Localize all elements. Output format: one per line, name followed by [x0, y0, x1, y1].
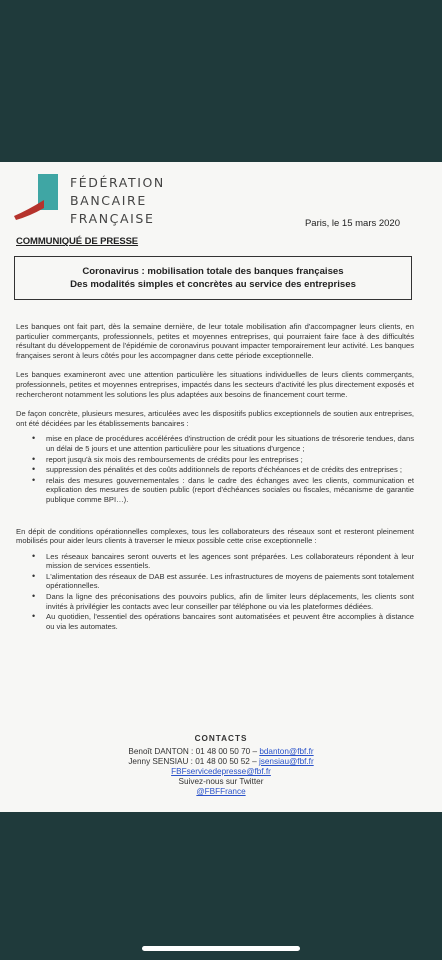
fbf-logo-icon — [14, 170, 62, 230]
list-item: • report jusqu'à six mois des remboursements de crédits pour les entreprises ; — [32, 455, 414, 465]
press-release-document — [0, 162, 442, 812]
list-item: • mise en place de procédures accélérées d'instruction de crédit pour les situations de trésorerie tendues, dans un délai de 5 jours et une attention particulière pour les situations d'urgence ; — [32, 434, 414, 453]
home-indicator[interactable] — [142, 946, 300, 951]
list-item: • L'alimentation des réseaux de DAB est assurée. Les infrastructures de moyens de paiements sont totalement opérationnelles. — [32, 572, 414, 591]
contacts-heading: CONTACTS — [194, 734, 248, 743]
email-link-sensiau[interactable]: jsensiau@fbf.fr — [258, 757, 314, 766]
list-item: • Dans la ligne des préconisations des pouvoirs publics, afin de limiter leurs déplacements, les clients sont invités à privilégier les contacts avec leur conseiller par téléphone ou via les plateformes dédiées. — [32, 592, 414, 611]
paragraph-examination: Les banques examineront avec une attention particulière les situations individuelles de leurs clients commerçants, professionnels, petites et moyennes entreprises, impactés dans les secteurs d'activité les plus directement exposés et rechercheront notamment les solutions les plus adaptées aux besoins de financement court terme. — [16, 370, 414, 399]
contact-danton — [0, 747, 442, 757]
paragraph-measures-intro: De façon concrète, plusieurs mesures, articulées avec les dispositifs publics exceptionnels de soutien aux entreprises, ont été décidées par les établissements bancaires : — [16, 409, 414, 428]
headline-box — [14, 256, 412, 300]
release-date: Paris, le 15 mars 2020 — [304, 218, 400, 229]
headline-line1: Coronavirus : mobilisation totale des banques françaises — [82, 266, 344, 277]
measures-list — [16, 434, 414, 504]
list-item: • relais des mesures gouvernementales : dans le cadre des échanges avec les clients, communication et explication des mesures de soutien public (report d'échéances sociales ou fiscales, mécanisme de garantie publique comme BPI…). — [32, 476, 414, 505]
list-item: • Les réseaux bancaires seront ouverts et les agences sont préparées. Les collaborateurs répondent à leur mission de services essentiels. — [32, 552, 414, 571]
email-link-danton[interactable]: bdanton@fbf.fr — [259, 747, 314, 756]
logo-text-line1: FÉDÉRATION — [70, 175, 165, 190]
logo-text-line2: BANCAIRE — [70, 193, 147, 208]
email-link-press[interactable]: FBFservicedepresse@fbf.fr — [171, 767, 271, 776]
twitter-handle-link[interactable]: @FBFFrance — [196, 787, 246, 796]
contacts-block — [0, 734, 442, 797]
press-release-label: COMMUNIQUÉ DE PRESSE — [16, 236, 139, 247]
contact-sensiau — [0, 757, 442, 767]
logo-text-line3: FRANÇAISE — [70, 211, 155, 226]
paragraph-intro: Les banques ont fait part, dès la semaine dernière, de leur totale mobilisation afin d'accompagner leurs clients, en particulier commerçants, professionnels, petites et moyennes entreprises, qui pourraient faire face à des difficultés résultant du développement de l'épidémie de coronavirus pouvant impacter temporairement leur activité. Les banques françaises seront à leurs côtés pour les accompagner dans cette période exceptionnelle. — [16, 322, 414, 360]
fbf-logo — [14, 170, 174, 230]
paragraph-operations-intro: En dépit de conditions opérationnelles complexes, tous les collaborateurs des réseaux sont et resteront pleinement mobilisés pour aider leurs clients à traverser le mieux possible cette crise exceptionnelle : — [16, 526, 414, 546]
operations-list — [16, 552, 414, 632]
list-item: • suppression des pénalités et des coûts additionnels de reports d'échéances et de crédits des entreprises ; — [32, 465, 414, 475]
contact-sensiau-text: Jenny SENSIAU : 01 48 00 50 52 – — [128, 757, 259, 766]
release-body — [16, 322, 414, 645]
twitter-label: Suivez-nous sur Twitter — [178, 777, 264, 786]
headline-line2: Des modalités simples et concrètes au service des entreprises — [70, 279, 356, 290]
list-item: • Au quotidien, l'essentiel des opérations bancaires sont automatisées et peuvent être accomplies à distance ou via les automates. — [32, 612, 414, 631]
contact-danton-text: Benoît DANTON : 01 48 00 50 70 – — [128, 747, 260, 756]
